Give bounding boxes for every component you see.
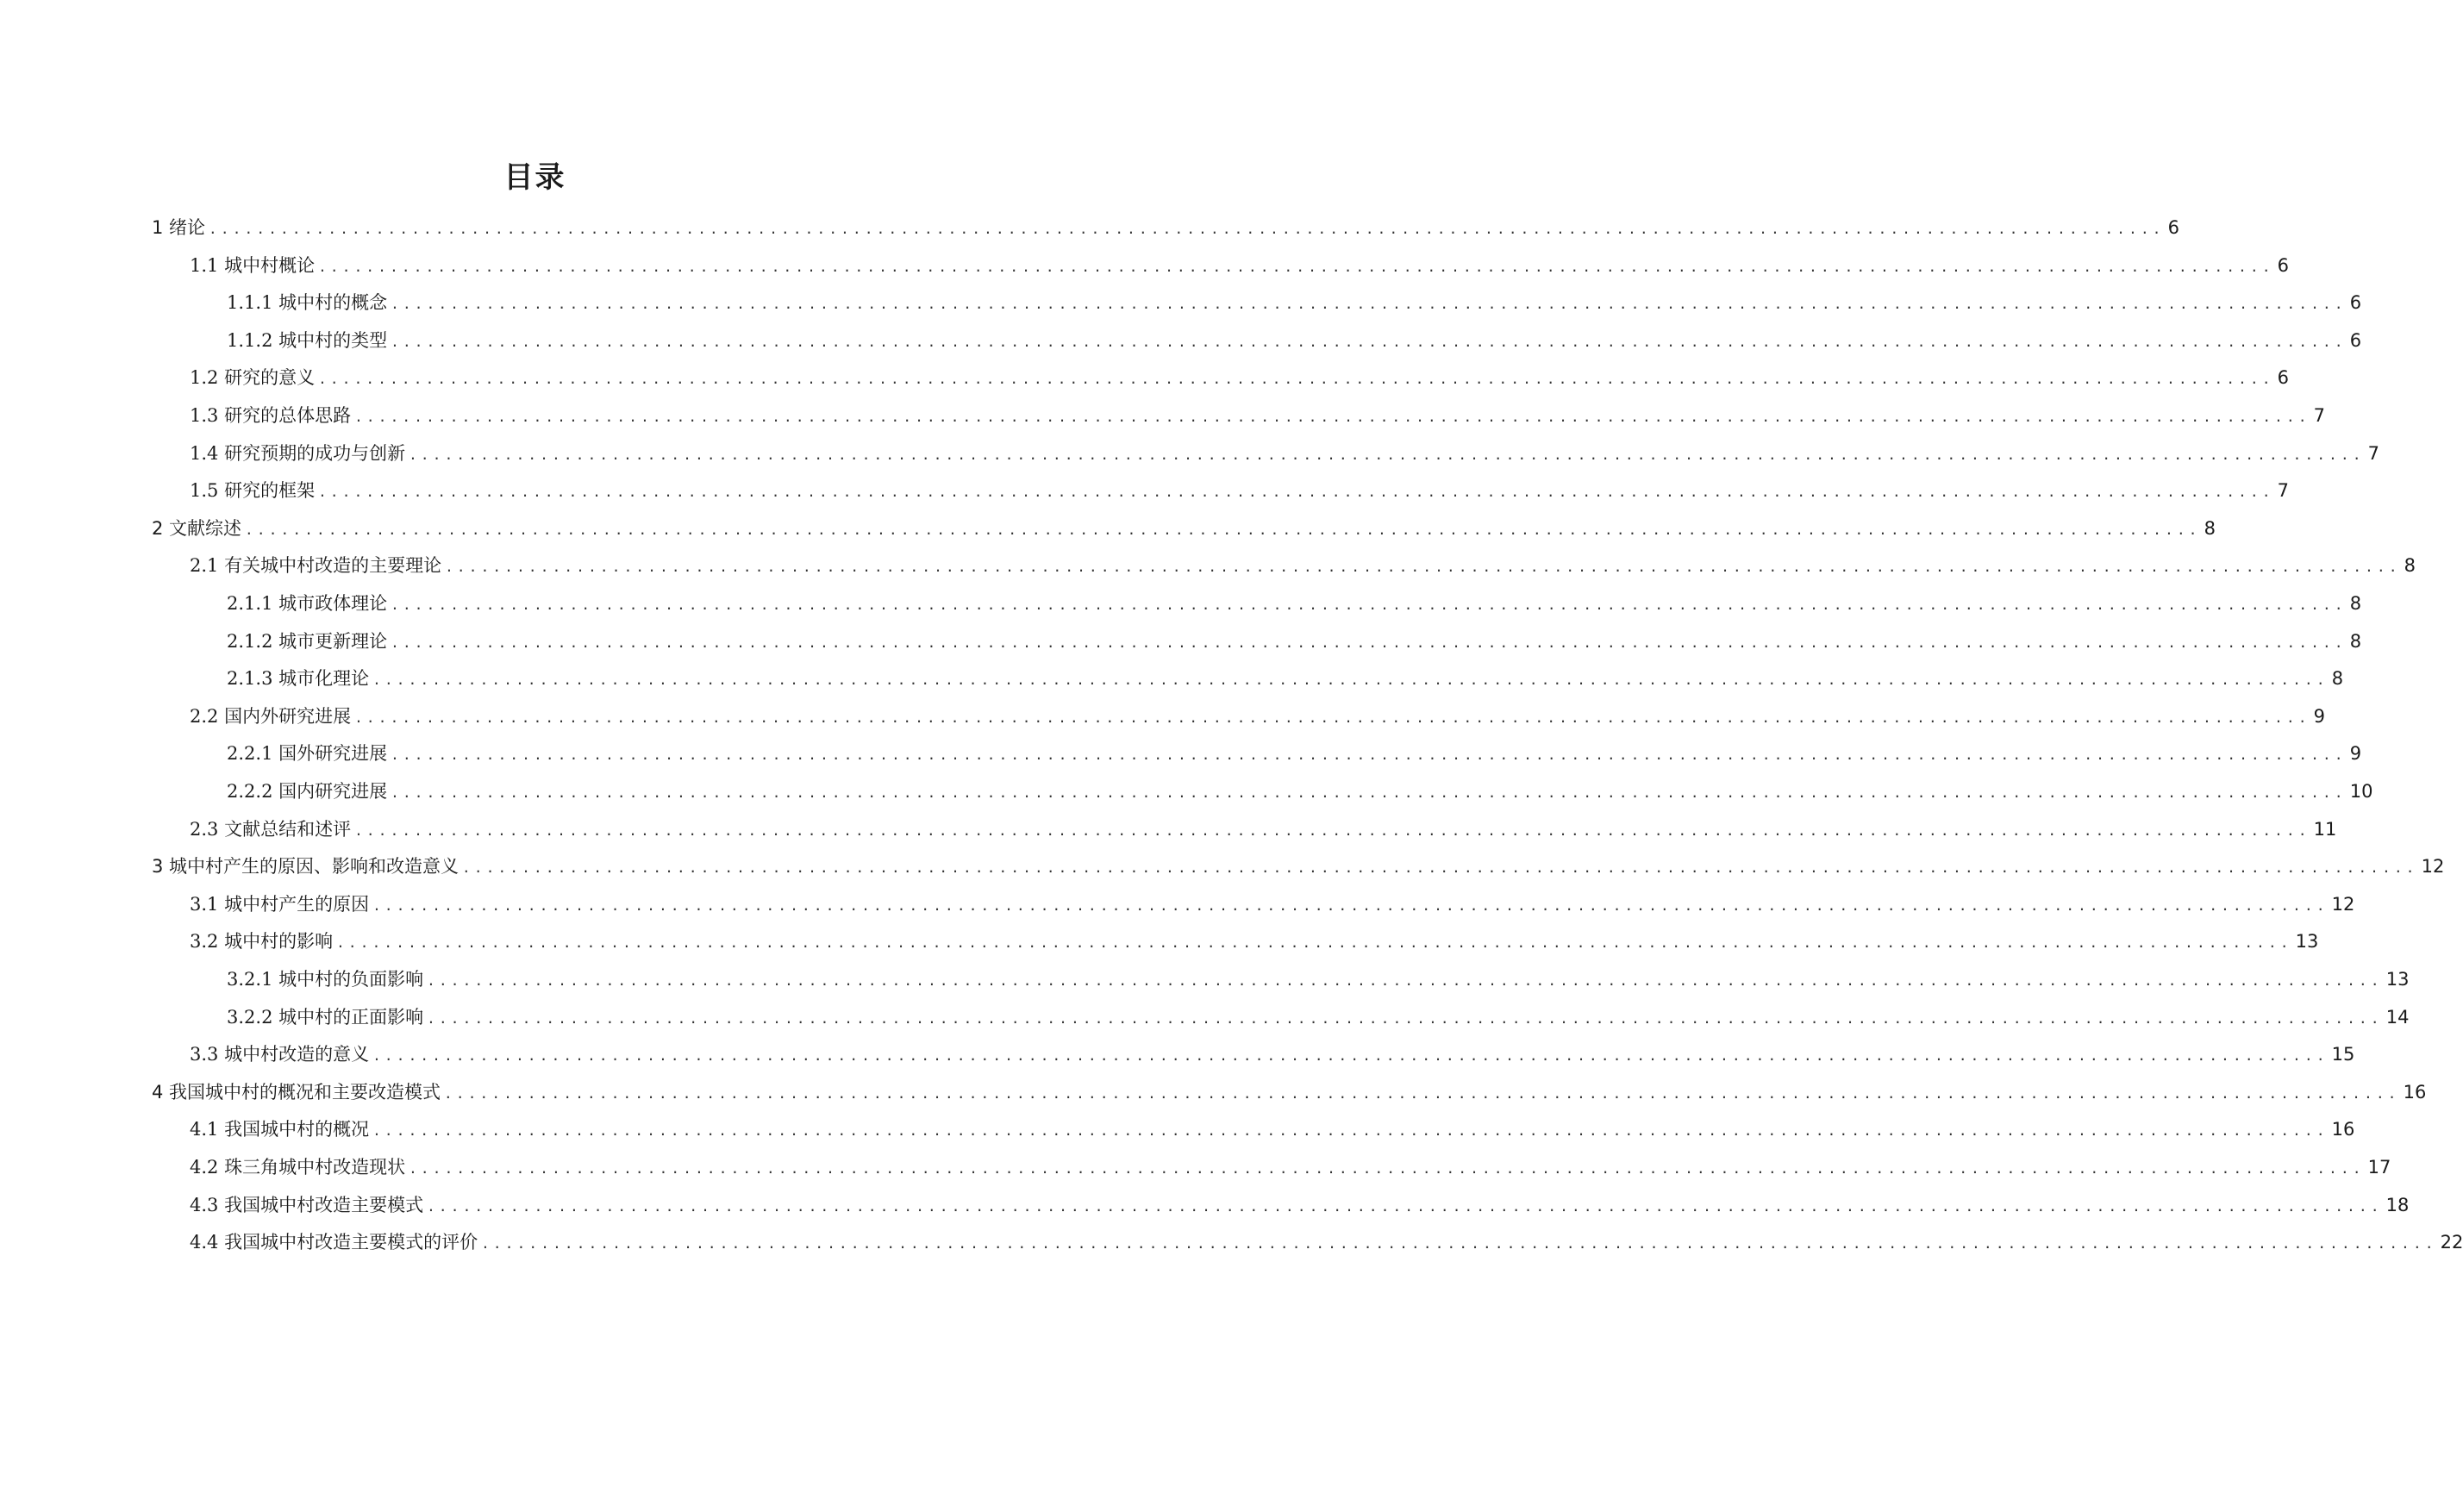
toc-entry-level-2[interactable] xyxy=(190,1228,2463,1258)
toc-entry-page-number: 6 xyxy=(2277,254,2290,276)
toc-entry-page-number: 13 xyxy=(2385,969,2410,990)
toc-entry-page-number: 9 xyxy=(2349,743,2362,765)
toc-entry-page-number: 8 xyxy=(2349,593,2362,614)
toc-entry-page-number: 13 xyxy=(2295,931,2319,953)
toc-entry-level-2[interactable] xyxy=(190,1115,2355,1145)
toc-dot-leader: .................................................................................................................................................................... xyxy=(354,409,2310,425)
toc-entry-level-1[interactable] xyxy=(152,515,2216,544)
toc-dot-leader: .................................................................................................................................................................... xyxy=(318,371,2274,388)
toc-entry-label: 1.3 研究的总体思路 xyxy=(190,405,352,426)
toc-entry-label: 4.3 我国城中村改造主要模式 xyxy=(190,1194,424,1215)
toc-entry-level-3[interactable] xyxy=(227,289,2362,318)
toc-entry-level-1[interactable] xyxy=(152,853,2445,882)
toc-entry-label: 2.2 国内外研究进展 xyxy=(190,705,352,727)
toc-entry-label: 3 城中村产生的原因、影响和改造意义 xyxy=(152,856,459,878)
toc-dot-leader: .................................................................................................................................................................... xyxy=(318,484,2274,501)
toc-entry-page-number: 22 xyxy=(2440,1232,2463,1253)
toc-entry-label: 1.2 研究的意义 xyxy=(190,367,316,389)
toc-entry-label: 1.4 研究预期的成功与创新 xyxy=(190,442,406,464)
toc-entry-level-3[interactable] xyxy=(227,778,2373,807)
toc-entry-label: 3.3 城中村改造的意义 xyxy=(190,1044,370,1065)
toc-dot-leader: .................................................................................................................................................................... xyxy=(409,446,2365,463)
toc-entry-label: 1 绪论 xyxy=(152,217,206,238)
toc-entry-page-number: 14 xyxy=(2385,1006,2410,1028)
toc-dot-leader: .................................................................................................................................................................... xyxy=(391,784,2347,801)
toc-entry-level-2[interactable] xyxy=(190,252,2290,281)
toc-entry-level-2[interactable] xyxy=(190,815,2337,845)
toc-dot-leader: .................................................................................................................................................................... xyxy=(391,333,2347,350)
toc-entry-level-3[interactable] xyxy=(227,1003,2410,1033)
toc-dot-leader: .................................................................................................................................................................... xyxy=(391,747,2347,764)
toc-dot-leader: .................................................................................................................................................................... xyxy=(391,296,2347,313)
toc-entry-page-number: 8 xyxy=(2204,517,2216,539)
toc-entry-level-2[interactable] xyxy=(190,890,2355,920)
toc-dot-leader: .................................................................................................................................................................... xyxy=(354,709,2310,726)
toc-entry-page-number: 11 xyxy=(2313,818,2337,840)
toc-dot-leader: .................................................................................................................................................................... xyxy=(427,1197,2383,1215)
toc-dot-leader: .................................................................................................................................................................... xyxy=(409,1160,2365,1177)
toc-entry-level-3[interactable] xyxy=(227,965,2410,995)
toc-entry-page-number: 7 xyxy=(2313,405,2326,426)
toc-dot-leader: .................................................................................................................................................................... xyxy=(336,934,2292,952)
toc-entry-page-number: 12 xyxy=(2331,893,2355,915)
toc-dot-leader: .................................................................................................................................................................... xyxy=(481,1235,2437,1253)
toc-entry-label: 1.5 研究的框架 xyxy=(190,480,316,502)
toc-entry-page-number: 10 xyxy=(2349,781,2373,802)
toc-entry-label: 2.2.2 国内研究进展 xyxy=(227,781,388,802)
toc-entry-level-2[interactable] xyxy=(190,1191,2410,1221)
toc-entry-page-number: 18 xyxy=(2385,1194,2410,1215)
toc-entry-level-3[interactable] xyxy=(227,665,2344,694)
toc-entry-label: 4.4 我国城中村改造主要模式的评价 xyxy=(190,1232,478,1253)
toc-entry-level-2[interactable] xyxy=(190,552,2416,581)
toc-entry-label: 4.1 我国城中村的概况 xyxy=(190,1119,370,1140)
toc-entry-label: 4.2 珠三角城中村改造现状 xyxy=(190,1157,406,1178)
toc-dot-leader: .................................................................................................................................................................... xyxy=(427,972,2383,989)
toc-dot-leader: .................................................................................................................................................................... xyxy=(391,634,2347,651)
toc-dot-leader: .................................................................................................................................................................... xyxy=(245,521,2201,538)
toc-entry-level-2[interactable] xyxy=(190,1153,2391,1183)
toc-entry-page-number: 7 xyxy=(2367,442,2380,464)
toc-entry-level-2[interactable] xyxy=(190,477,2290,506)
toc-dot-leader: .................................................................................................................................................................... xyxy=(372,897,2329,914)
toc-entry-label: 2.1.1 城市政体理论 xyxy=(227,593,388,614)
toc-dot-leader: .................................................................................................................................................................... xyxy=(372,1047,2329,1065)
toc-title: 目录 xyxy=(503,160,566,195)
toc-entry-page-number: 15 xyxy=(2331,1044,2355,1065)
toc-entry-label: 2.2.1 国外研究进展 xyxy=(227,743,388,765)
toc-dot-leader: .................................................................................................................................................................... xyxy=(318,258,2274,275)
toc-entry-level-3[interactable] xyxy=(227,327,2362,356)
toc-entry-page-number: 8 xyxy=(2331,668,2344,690)
toc-dot-leader: .................................................................................................................................................................... xyxy=(372,1122,2329,1140)
toc-entry-level-2[interactable] xyxy=(190,440,2380,469)
toc-dot-leader: .................................................................................................................................................................... xyxy=(444,1084,2400,1102)
toc-entry-label: 4 我国城中村的概况和主要改造模式 xyxy=(152,1081,441,1103)
toc-entry-page-number: 7 xyxy=(2277,480,2290,502)
toc-entry-page-number: 9 xyxy=(2313,705,2326,727)
toc-dot-leader: .................................................................................................................................................................... xyxy=(445,559,2401,576)
toc-entry-page-number: 8 xyxy=(2349,630,2362,652)
toc-entry-label: 3.2 城中村的影响 xyxy=(190,931,334,953)
toc-entry-page-number: 8 xyxy=(2404,555,2416,577)
toc-entry-label: 2.1.3 城市化理论 xyxy=(227,668,370,690)
toc-dot-leader: .................................................................................................................................................................... xyxy=(209,221,2165,237)
toc-entry-level-2[interactable] xyxy=(190,928,2319,957)
toc-entry-page-number: 6 xyxy=(2167,217,2180,238)
toc-entry-label: 2.1.2 城市更新理论 xyxy=(227,630,388,652)
toc-entry-page-number: 16 xyxy=(2331,1119,2355,1140)
toc-entry-level-1[interactable] xyxy=(152,1078,2427,1108)
toc-entry-page-number: 17 xyxy=(2367,1157,2391,1178)
toc-entry-level-2[interactable] xyxy=(190,364,2290,393)
toc-entry-page-number: 6 xyxy=(2277,367,2290,389)
toc-entry-label: 2.3 文献总结和述评 xyxy=(190,818,352,840)
toc-entry-label: 3.1 城中村产生的原因 xyxy=(190,893,370,915)
toc-entry-level-2[interactable] xyxy=(190,1040,2355,1070)
toc-entry-page-number: 6 xyxy=(2349,292,2362,314)
toc-entry-label: 3.2.2 城中村的正面影响 xyxy=(227,1006,424,1028)
toc-dot-leader: .................................................................................................................................................................... xyxy=(354,822,2310,839)
toc-dot-leader: .................................................................................................................................................................... xyxy=(462,859,2418,877)
toc-entry-label: 2.1 有关城中村改造的主要理论 xyxy=(190,555,442,577)
toc-entry-page-number: 12 xyxy=(2421,856,2445,878)
toc-entry-page-number: 6 xyxy=(2349,329,2362,351)
toc-entry-page-number: 16 xyxy=(2403,1081,2427,1103)
toc-dot-leader: .................................................................................................................................................................... xyxy=(372,672,2329,689)
toc-entry-label: 1.1 城中村概论 xyxy=(190,254,316,276)
toc-entry-level-2[interactable] xyxy=(190,703,2326,732)
toc-entry-level-2[interactable] xyxy=(190,402,2326,431)
toc-entry-level-3[interactable] xyxy=(227,590,2362,619)
toc-dot-leader: .................................................................................................................................................................... xyxy=(391,597,2347,613)
toc-entry-level-3[interactable] xyxy=(227,628,2362,657)
toc-entry-label: 3.2.1 城中村的负面影响 xyxy=(227,969,424,990)
toc-dot-leader: .................................................................................................................................................................... xyxy=(427,1009,2383,1027)
toc-entry-label: 1.1.2 城中村的类型 xyxy=(227,329,388,351)
toc-entry-level-3[interactable] xyxy=(227,740,2362,769)
toc-entry-level-1[interactable] xyxy=(152,214,2180,243)
toc-entry-label: 2 文献综述 xyxy=(152,517,242,539)
toc-entry-label: 1.1.1 城中村的概念 xyxy=(227,292,388,314)
